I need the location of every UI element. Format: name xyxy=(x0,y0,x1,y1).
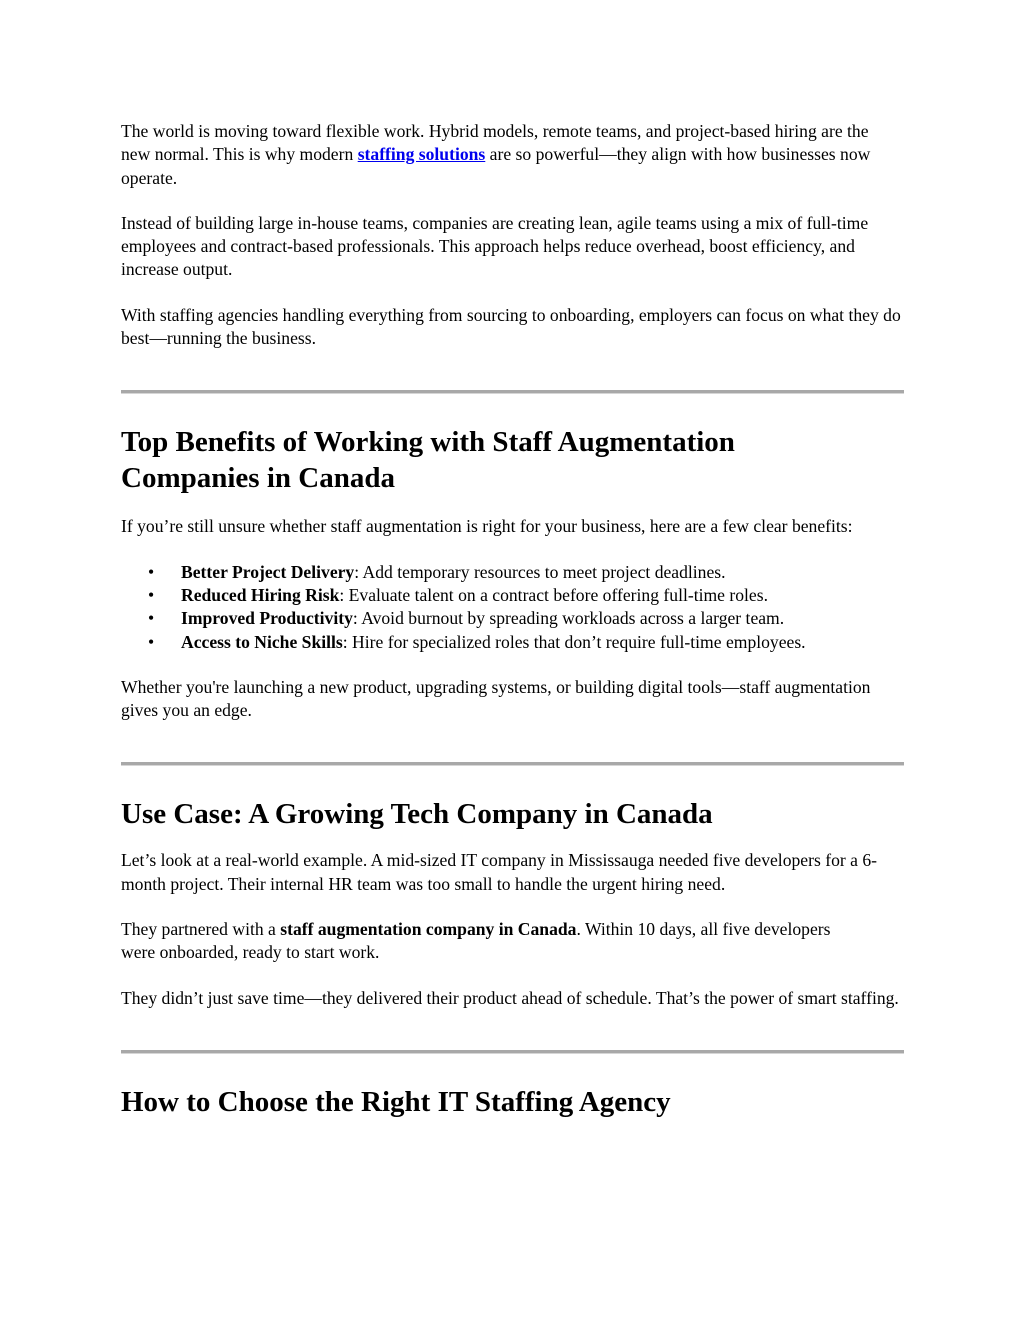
use-case-paragraph-3: They didn’t just save time—they delivered their product ahead of schedule. That’s the power of smart staffing. xyxy=(121,987,899,1008)
use-case-paragraph-1: Let’s look at a real-world example. A mid-sized IT company in Mississauga needed five developers for a 6-month project. Their internal HR team was too small to handle the urgent hiring need. xyxy=(121,850,877,894)
benefit-text: : Avoid burnout by spreading workloads across a larger team. xyxy=(352,608,785,629)
benefits-heading: Top Benefits of Working with Staff Augmentation Companies in Canada xyxy=(121,426,735,495)
intro-paragraph-2: Instead of building large in-house teams, companies are creating lean, agile teams using a mix of full-time employees and contract-based professionals. This approach helps reduce overhead, boost efficiency, and increase output. xyxy=(121,212,869,280)
use-case-text-a: They partnered with a xyxy=(121,919,281,940)
list-item xyxy=(121,631,905,654)
benefit-title: Improved Productivity xyxy=(181,608,353,629)
benefit-text: : Evaluate talent on a contract before offering full-time roles. xyxy=(339,584,768,605)
bullet-icon: • xyxy=(148,584,155,605)
bullet-icon: • xyxy=(148,631,155,652)
intro-text-a: The world is moving toward flexible work. Hybrid models, remote teams, and project-based hiring are the new normal. This is why modern xyxy=(121,121,869,165)
staffing-solutions-link[interactable]: staffing solutions xyxy=(357,144,486,165)
use-case-text-b: . Within 10 days, all five developers were onboarded, ready to start work. xyxy=(121,919,831,963)
bullet-icon: • xyxy=(148,561,155,582)
benefit-text: : Hire for specialized roles that don’t require full-time employees. xyxy=(342,631,806,652)
intro-paragraph-1 xyxy=(121,120,881,190)
choose-heading: How to Choose the Right IT Staffing Agency xyxy=(121,1085,671,1118)
benefit-title: Reduced Hiring Risk xyxy=(181,584,340,605)
list-item xyxy=(121,584,905,607)
bullet-icon: • xyxy=(148,608,155,629)
use-case-heading: Use Case: A Growing Tech Company in Canada xyxy=(121,798,713,831)
benefit-title: Better Project Delivery xyxy=(181,561,355,582)
use-case-bold-text: staff augmentation company in Canada xyxy=(280,919,577,940)
intro-text-b: are so powerful—they align with how businesses now operate. xyxy=(121,144,871,188)
list-item xyxy=(121,607,905,630)
benefits-intro: If you’re still unsure whether staff augmentation is right for your business, here are a few clear benefits: xyxy=(121,516,853,537)
intro-paragraph-3: With staffing agencies handling everything from sourcing to onboarding, employers can focus on what they do best—running the business. xyxy=(121,304,901,349)
benefit-text: : Add temporary resources to meet project deadlines. xyxy=(354,561,726,582)
benefit-title: Access to Niche Skills xyxy=(181,631,343,652)
benefits-list xyxy=(121,561,905,654)
benefits-outro: Whether you're launching a new product, upgrading systems, or building digital tools—staff augmentation gives you an edge. xyxy=(121,676,871,721)
use-case-paragraph-2 xyxy=(121,918,861,965)
document-page xyxy=(121,120,905,1120)
list-item xyxy=(121,561,905,584)
